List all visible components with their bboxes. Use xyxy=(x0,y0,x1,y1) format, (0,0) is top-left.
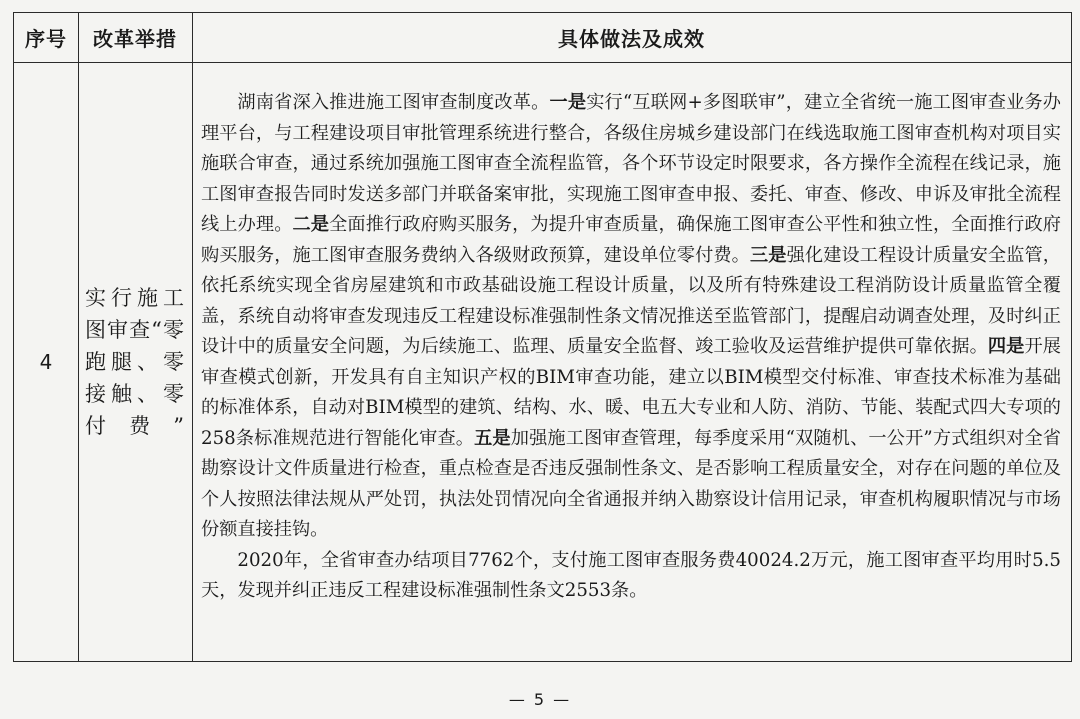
reform-table xyxy=(13,12,1072,662)
paragraph-segment: 强化建设工程设计质量安全监管，依托系统实现全省房屋建筑和市政基础设施工程设计质量，以及所有特殊建设工程消防设计质量监管全覆盖，系统自动将审查发现违反工程建设标准强制性条文情况推送至监管部门，提醒启动调查处理，及时纠正设计中的质量安全问题，为后续施工、监理、质量安全监督、竣工验收及运营维护提供可靠依据。 xyxy=(201,244,1061,357)
detail-paragraph-results: 2020年，全省审查办结项目7762个，支付施工图审查服务费40024.2万元，施工图审查平均用时5.5天，发现并纠正违反工程建设标准强制性条文2553条。 xyxy=(201,549,1061,601)
emphasis-keyword: 三是 xyxy=(749,244,787,266)
page-number: — 5 — xyxy=(508,690,572,709)
emphasis-keyword: 二是 xyxy=(292,214,330,235)
paragraph-segment: 实行“互联网+多图联审”，建立全省统一施工图审查业务办理平台，与工程建设项目审批管理系统进行整合，各级住房城乡建设部门在线选取施工图审查机构对项目实施联合审查，通过系统加强施工图审查全流程监管，各个环节设定时限要求，各方操作全流程在线记录，施工图审查报告同时发送多部门并联备案审批，实现施工图审查申报、委托、审查、修改、申诉及审批全流程线上办理。 xyxy=(201,92,1061,235)
paragraph-segment: 全面推行政府购买服务，为提升审查质量，确保施工图审查公平性和独立性，全面推行政府购买服务，施工图审查服务费纳入各级财政预算，建设单位零付费。 xyxy=(201,214,1061,266)
row-measure-cell xyxy=(78,62,192,661)
detail-paragraph-measures xyxy=(201,88,1061,546)
row-measure-text: 实行施工图审查“零跑腿、零接触、零付费” xyxy=(85,285,185,438)
row-seq-number: 4 xyxy=(39,349,53,374)
header-detail: 具体做法及成效 xyxy=(558,27,705,51)
paragraph-segment: 湖南省深入推进施工图审查制度改革。 xyxy=(237,92,550,113)
header-measure: 改革举措 xyxy=(93,27,177,51)
emphasis-keyword: 四是 xyxy=(987,336,1025,357)
row-detail-cell xyxy=(192,62,1071,661)
emphasis-keyword: 五是 xyxy=(474,427,511,449)
emphasis-keyword: 一是 xyxy=(549,92,587,113)
header-seq: 序号 xyxy=(25,27,67,51)
paragraph-segment: 加强施工图审查管理，每季度采用“双随机、一公开”方式组织对全省勘察设计文件质量进行检查，重点检查是否违反强制性条文、是否影响工程质量安全，对存在问题的单位及个人按照法律法规从严处罚，执法处罚情况向全省通报并纳入勘察设计信用记录，审查机构履职情况与市场份额直接挂钩。 xyxy=(201,427,1061,540)
paragraph-segment: 开展审查模式创新，开发具有自主知识产权的BIM审查功能，建立以BIM模型交付标准、审查技术标准为基础的标准体系，自动对BIM模型的建筑、结构、水、暖、电五大专业和人防、消防、节能、装配式四大专项的258条标准规范进行智能化审查。 xyxy=(201,336,1061,449)
